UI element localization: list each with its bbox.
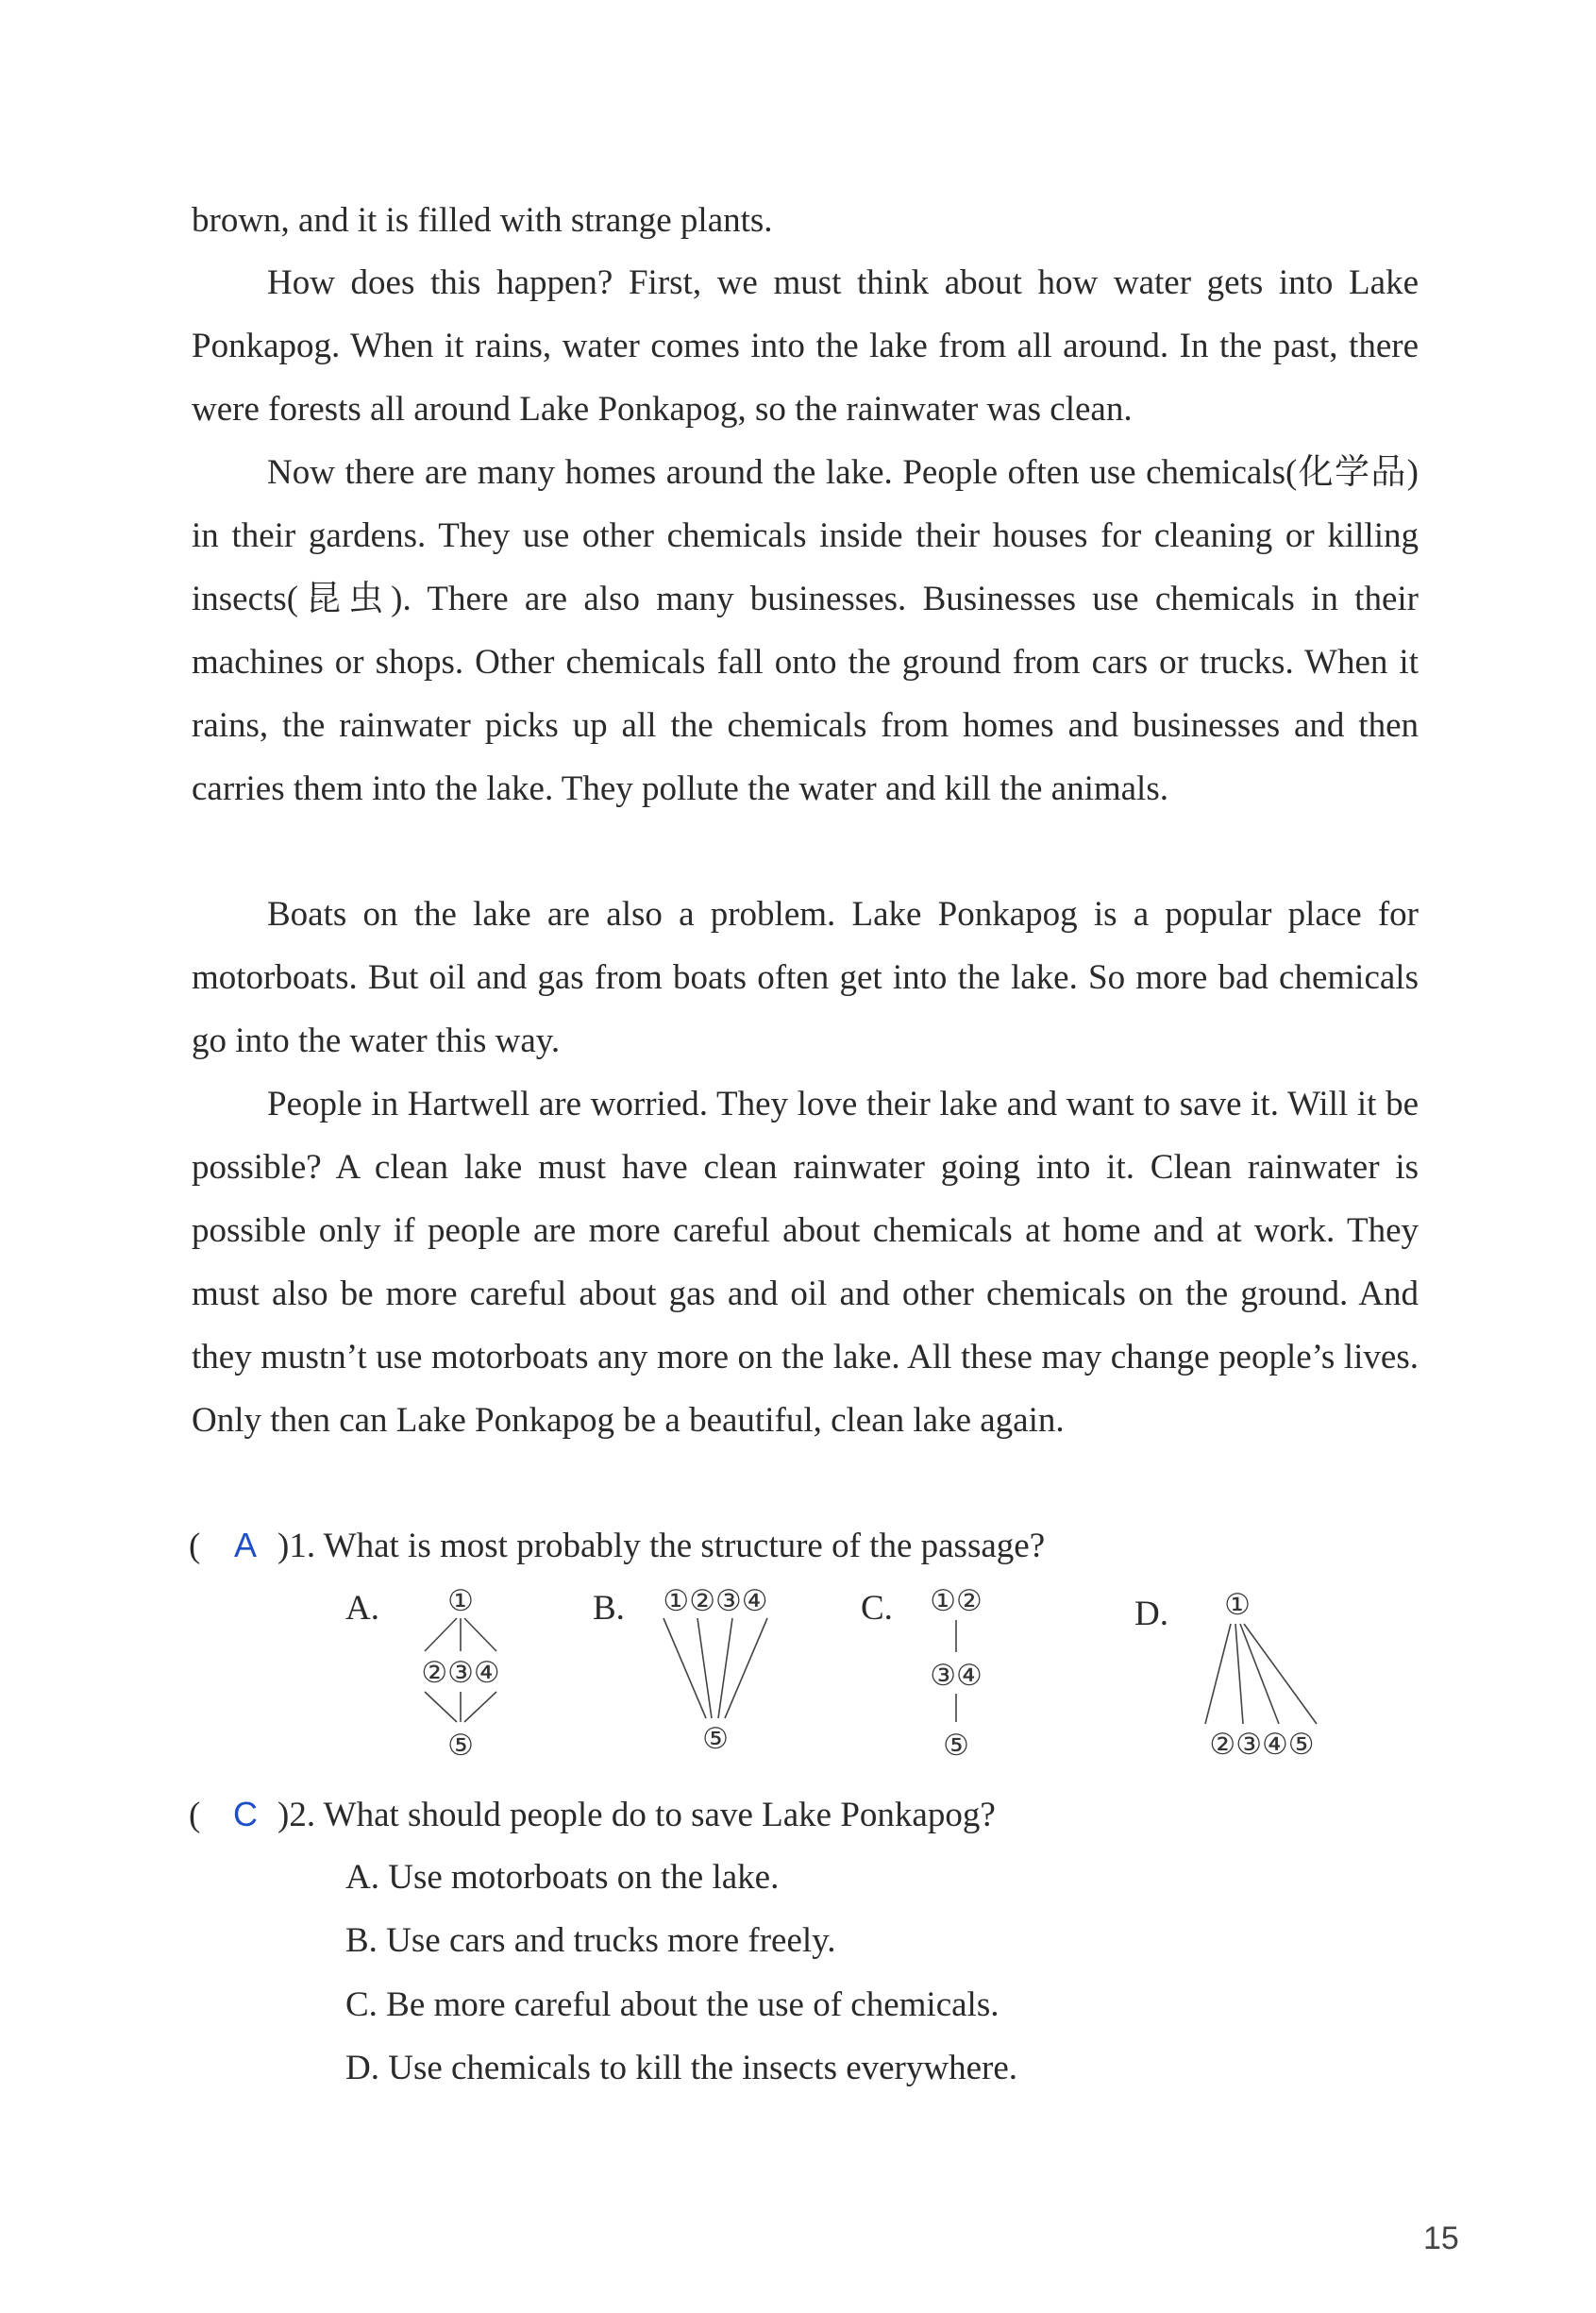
diagram-a-connector [425, 1618, 457, 1651]
passage-paragraph-3: Boats on the lake are also a problem. Lake Ponkapog is a popular place for motorboats. But oil and gas from boats often get into the lake. So more bad chemicals go into the water this way. [192, 895, 1419, 1060]
diagram-a-connector [425, 1692, 457, 1722]
diagram-a-connector [464, 1692, 496, 1722]
question-2-option-b: B. Use cars and trucks more freely. [345, 1921, 836, 1960]
diagram-a-connector [464, 1618, 496, 1651]
question-1-open-paren: ( [189, 1527, 201, 1565]
diagram-d-node-top: ① [1224, 1588, 1251, 1622]
structure-diagram-c [906, 1579, 1010, 1767]
diagram-b-connector [725, 1618, 767, 1718]
diagram-a-node-top: ① [447, 1584, 474, 1618]
question-1-text: What is most probably the structure of the passage? [323, 1527, 1046, 1565]
diagram-c-node-bottom: ⑤ [943, 1729, 969, 1763]
diagram-c-node-middle: ③④ [930, 1659, 983, 1693]
question-2-open-paren: ( [189, 1796, 201, 1834]
diagram-a-node-bottom: ⑤ [447, 1729, 474, 1763]
question-2-option-c: C. Be more careful about the use of chemicals. [345, 1985, 1000, 2024]
diagram-d-connector [1205, 1624, 1231, 1724]
diagram-b-connector [718, 1618, 732, 1718]
question-2-number: )2. [277, 1796, 316, 1834]
diagram-c-node-top: ①② [930, 1584, 983, 1618]
diagram-b-label: B. [593, 1589, 625, 1628]
passage-paragraph-4: People in Hartwell are worried. They love their lake and want to save it. Will it be possible? A clean lake must have clean rainwater going into it. Clean rainwater is possible only if people are more careful about chemicals at home and at work. They must also be more careful about gas and oil and other chemicals on the ground. And they mustn’t use motorboats any more on the lake. All these may change people’s lives. Only then can Lake Ponkapog be a beautiful, clean lake again. [192, 1085, 1419, 1440]
passage-paragraph-2: Now there are many homes around the lake. People often use chemicals(化学品) in their gardens. They use other chemicals inside their houses for cleaning or killing insects(昆虫). There are also many businesses. Businesses use chemicals in their machines or shops. Other chemicals fall onto the ground from cars or trucks. When it rains, the rainwater picks up all the chemicals from homes and businesses and then carries them into the lake. They pollute the water and kill the animals. [192, 453, 1419, 808]
question-2 [189, 1791, 1416, 1839]
question-2-option-d: D. Use chemicals to kill the insects everywhere. [345, 2049, 1018, 2087]
diagram-d-label: D. [1134, 1595, 1168, 1633]
question-1-answer: A [233, 1526, 257, 1564]
structure-diagram-b [638, 1579, 808, 1767]
diagram-a-label: A. [345, 1589, 379, 1628]
question-2-text: What should people do to save Lake Ponkapog? [323, 1796, 996, 1834]
structure-diagram-d [1184, 1582, 1350, 1771]
diagram-d-node-bottom: ②③④⑤ [1209, 1728, 1315, 1762]
diagram-d-connector [1235, 1624, 1243, 1724]
diagram-a-node-middle: ②③④ [421, 1656, 500, 1690]
question-1 [189, 1522, 1416, 1570]
question-2-answer: C [233, 1795, 258, 1833]
structure-diagram-a [396, 1579, 538, 1767]
diagram-c-label: C. [861, 1589, 893, 1628]
passage-paragraph-0: brown, and it is filled with strange plants. [192, 201, 773, 240]
diagram-b-node-bottom: ⑤ [702, 1722, 729, 1756]
passage-paragraph-1: How does this happen? First, we must think about how water gets into Lake Ponkapog. When it rains, water comes into the lake from all around. In the past, there were forests all around Lake Ponkapog, so the rainwater was clean. [192, 263, 1419, 429]
question-2-option-a: A. Use motorboats on the lake. [345, 1858, 780, 1897]
question-1-number: )1. [277, 1527, 316, 1565]
diagram-b-node-top: ①②③④ [663, 1584, 768, 1618]
diagram-d-connector [1244, 1624, 1317, 1724]
page-number: 15 [1423, 2220, 1459, 2256]
diagram-d-connector [1240, 1624, 1279, 1724]
